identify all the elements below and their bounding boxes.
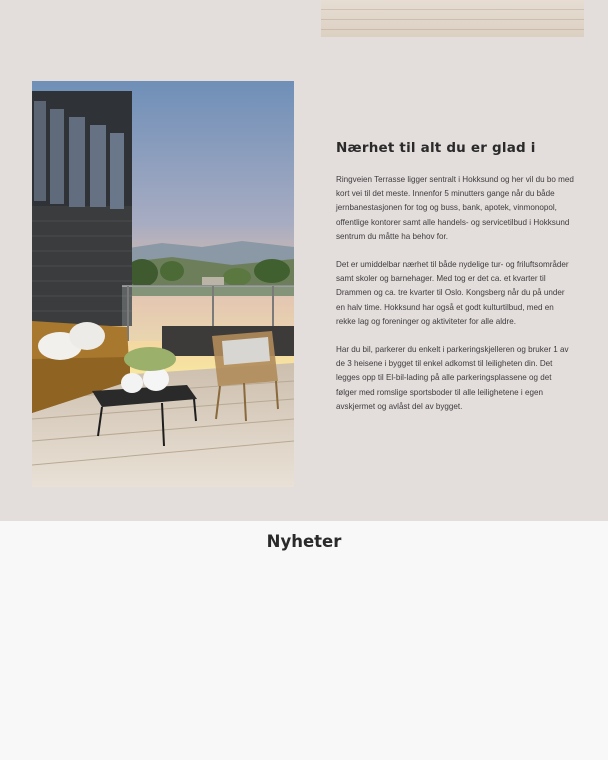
news-title: Nyheter xyxy=(266,532,342,551)
terrace-photo xyxy=(32,81,294,487)
info-title: Nærhet til alt du er glad i xyxy=(336,140,536,156)
info-paragraph-nature: Det er umiddelbar nærhet til både nydelige tur- og friluftsområder samt skoler og barnehager. Med tog er det ca. et kvarter til Drammen og ca. tre kvarter til Oslo. Kongsberg når du på under en halv time. Hokksund har også et godt kulturtilbud, med en rekke lag og foreninger og aktiviteter for alle aldre. xyxy=(336,260,569,326)
info-paragraph-parking: Har du bil, parkerer du enkelt i parkeringskjelleren og bruker 1 av de 3 heisene i bygget til enkel adkomst til leiligheten din. Det legges opp til El-bil-lading på alle parkeringsplassene og det følger med romslige sportsboder til alle leilighetene i egen avskjermet og avlåst del av bygget. xyxy=(336,345,569,411)
wood-floor-image xyxy=(321,0,584,37)
info-paragraph-location: Ringveien Terrasse ligger sentralt i Hokksund og her vil du bo med kort vei til det meste. Innenfor 5 minutters gange når du både jernbanestasjonen for tog og buss, bank, apotek, vinmonopol, offentlige kontorer samt alle handels- og servicetilbud i Hokksund sentrum du måtte ha behov for. xyxy=(336,175,574,241)
info-text-block xyxy=(336,140,574,428)
news-section xyxy=(0,521,608,760)
